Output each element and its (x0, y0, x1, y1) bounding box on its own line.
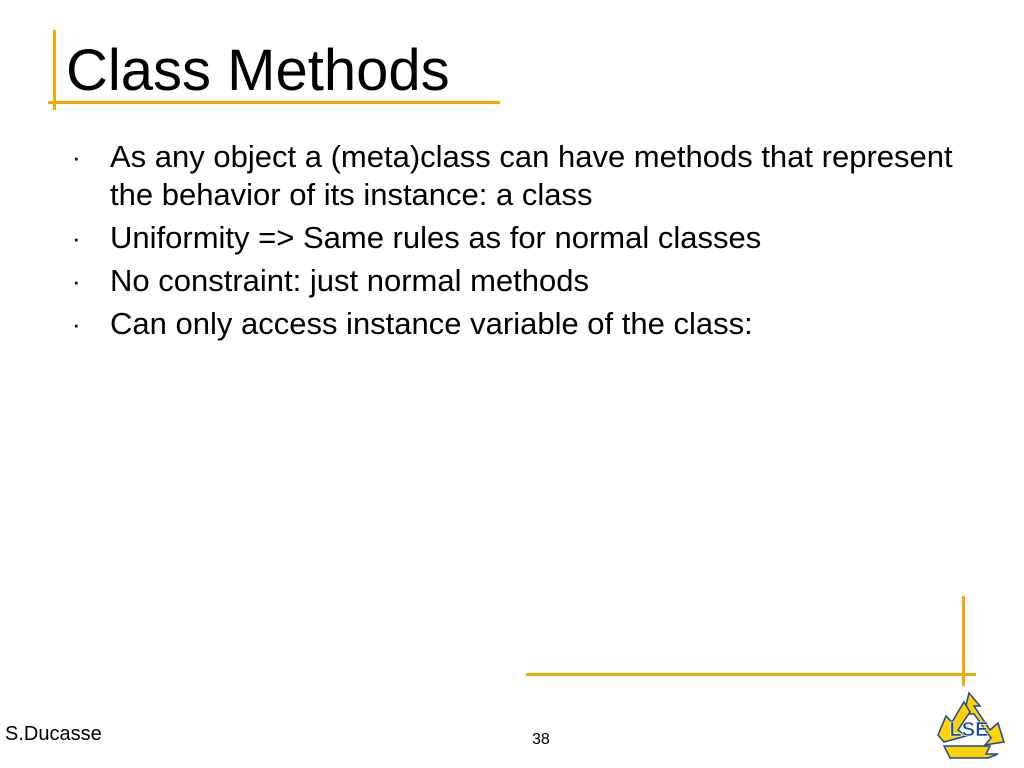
bullet-text: As any object a (meta)class can have methods that represent the behavior of its instance: a class (110, 139, 953, 212)
lse-logo-icon (930, 690, 1008, 760)
bullet-item (70, 262, 970, 300)
bullet-list (70, 138, 970, 348)
bullet-item (70, 219, 970, 257)
bullet-dot-icon: · (72, 309, 81, 339)
bullet-item (70, 305, 970, 343)
bullet-dot-icon: · (72, 142, 81, 172)
slide-title: Class Methods (66, 38, 450, 103)
accent-line-bottom-horizontal (526, 673, 976, 676)
bullet-dot-icon: · (72, 266, 81, 296)
page-number: 38 (532, 731, 550, 748)
footer-author: S.Ducasse (5, 723, 102, 745)
bullet-item (70, 138, 970, 214)
bullet-dot-icon: · (72, 223, 81, 253)
bullet-text: No constraint: just normal methods (110, 263, 589, 298)
bullet-text: Can only access instance variable of the class: (110, 306, 753, 341)
accent-line-top-vertical (53, 30, 56, 110)
logo-text: LSE (949, 719, 989, 741)
bullet-text: Uniformity => Same rules as for normal classes (110, 220, 762, 255)
